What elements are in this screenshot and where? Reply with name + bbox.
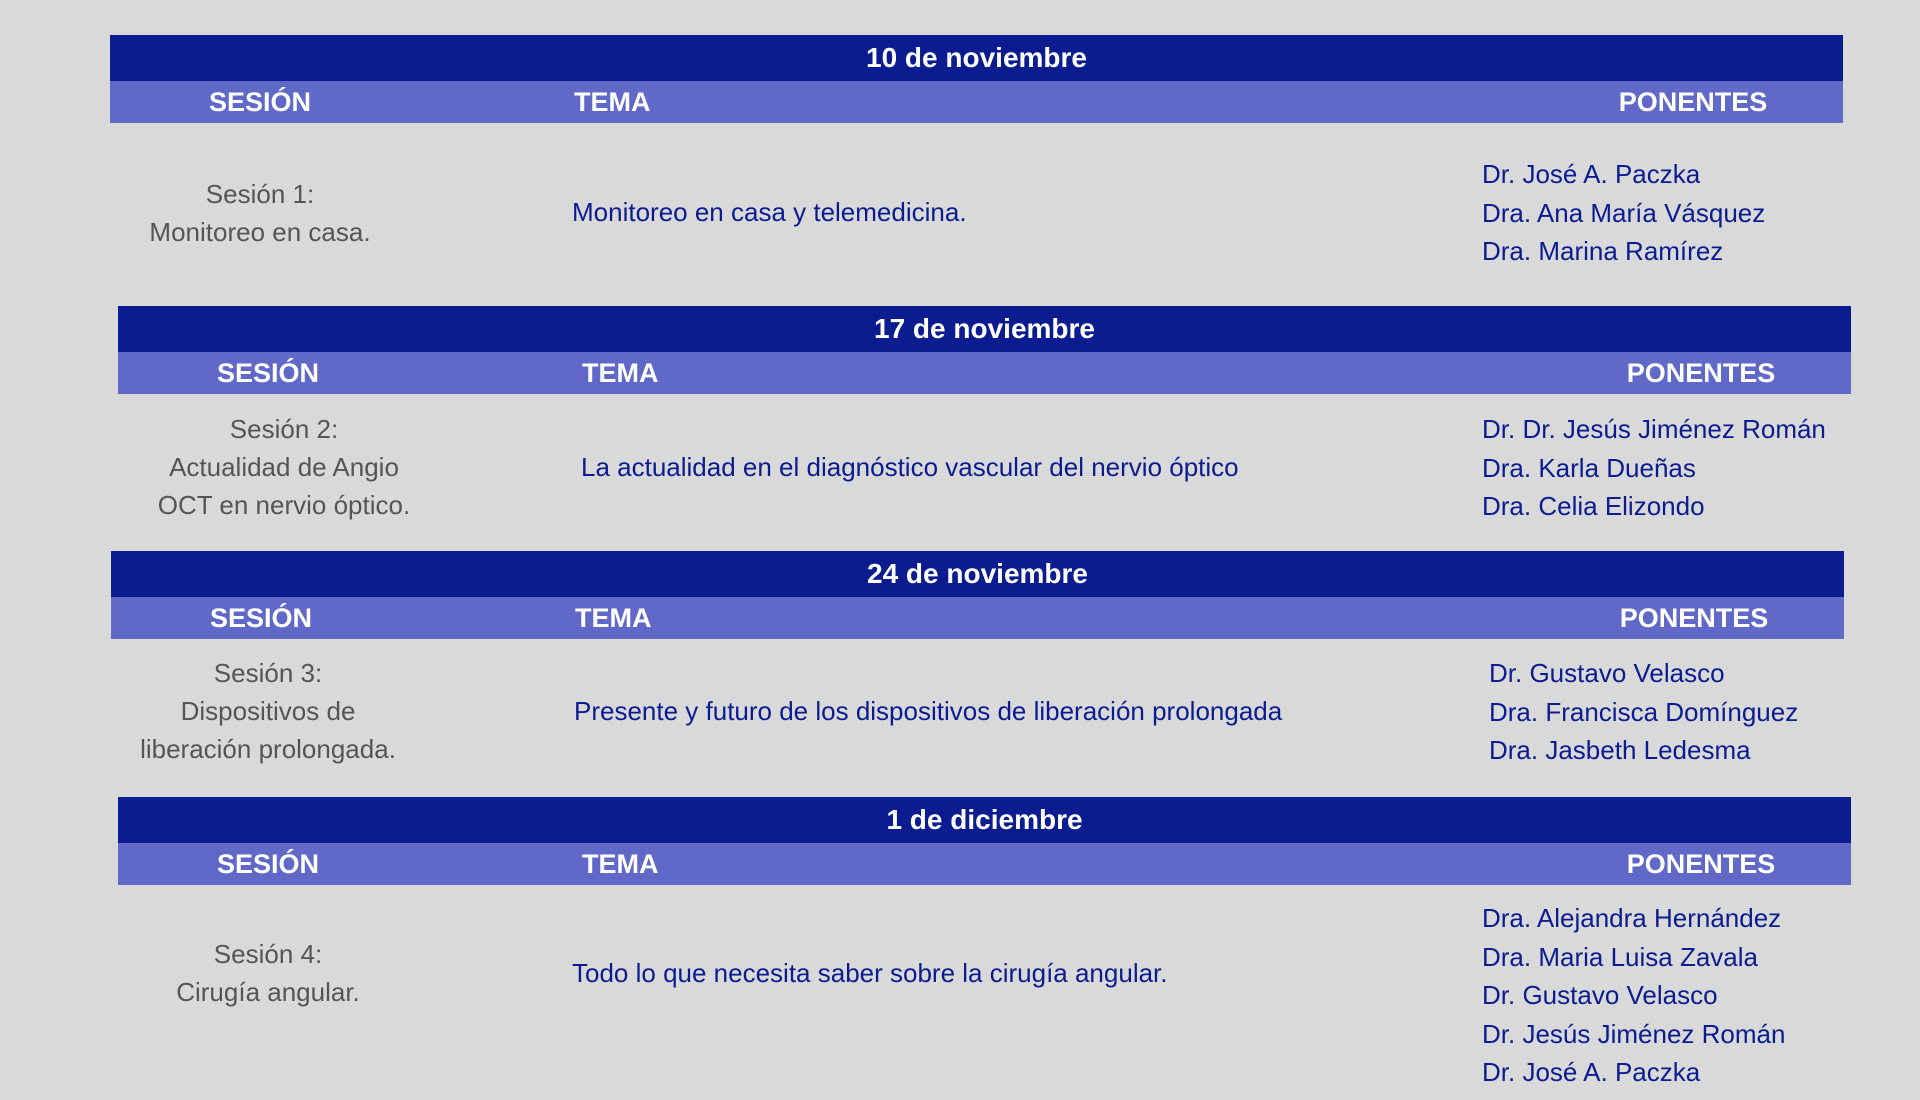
speaker-name: Dr. Gustavo Velasco (1489, 658, 1725, 688)
session-label-line: Sesión 4: (213, 939, 323, 969)
speaker-name: Dr. José A. Paczka (1482, 159, 1701, 189)
speaker-name: Dra. Ana María Vásquez (1482, 197, 1766, 228)
session-label (118, 410, 450, 524)
speaker-name: Dr. Jesús Jiménez Román (1482, 1018, 1786, 1049)
session-label-line: Sesión 3: (213, 658, 323, 688)
column-header-tema: TEMA (574, 87, 651, 117)
session-label-line: liberación prolongada. (140, 734, 396, 764)
column-header-sesion: SESIÓN (209, 603, 313, 633)
column-header-tema: TEMA (582, 358, 659, 388)
speaker-name: Dr. José A. Paczka (1482, 1057, 1701, 1087)
session-label-line: Sesión 1: (205, 179, 315, 209)
session-label-line: Dispositivos de (180, 696, 356, 726)
speaker-name: Dra. Celia Elizondo (1482, 491, 1705, 521)
column-header-bar (118, 352, 1851, 394)
column-header-bar (110, 81, 1843, 123)
session-label-line: Cirugía angular. (176, 977, 360, 1007)
session-label (111, 654, 425, 768)
speaker-list (1489, 654, 1798, 770)
session-block-4 (118, 797, 1851, 1097)
speaker-name: Dra. Maria Luisa Zavala (1482, 941, 1758, 972)
session-block-3 (111, 551, 1844, 781)
column-header-sesion: SESIÓN (216, 358, 320, 388)
speaker-list (1482, 155, 1765, 271)
session-block-1 (110, 35, 1843, 265)
speaker-name: Dr. Dr. Jesús Jiménez Román (1482, 414, 1826, 444)
session-block-2 (118, 306, 1851, 536)
column-header-bar (111, 597, 1844, 639)
column-header-ponentes: PONENTES (1618, 87, 1768, 117)
session-topic: Todo lo que necesita saber sobre la cirugía angular. (572, 958, 1168, 988)
column-header-ponentes: PONENTES (1626, 849, 1776, 879)
session-label-line: Sesión 2: (229, 414, 339, 444)
date-header: 10 de noviembre (110, 35, 1843, 81)
column-header-bar (118, 843, 1851, 885)
speaker-name: Dra. Francisca Domínguez (1489, 696, 1799, 727)
speaker-name: Dra. Karla Dueñas (1482, 452, 1696, 483)
speaker-list (1482, 899, 1785, 1092)
speaker-list (1482, 410, 1826, 526)
column-header-sesion: SESIÓN (208, 87, 312, 117)
column-header-tema: TEMA (575, 603, 652, 633)
session-label (118, 935, 418, 1011)
speaker-name: Dra. Marina Ramírez (1482, 236, 1724, 266)
session-topic: Presente y futuro de los dispositivos de liberación prolongada (574, 696, 1283, 726)
session-label-line: Monitoreo en casa. (149, 217, 371, 247)
column-header-ponentes: PONENTES (1626, 358, 1776, 388)
speaker-name: Dra. Jasbeth Ledesma (1489, 735, 1751, 765)
session-label-line: OCT en nervio óptico. (157, 490, 411, 520)
date-header: 1 de diciembre (118, 797, 1851, 843)
session-topic: La actualidad en el diagnóstico vascular del nervio óptico (581, 452, 1239, 482)
date-header: 17 de noviembre (118, 306, 1851, 352)
date-header: 24 de noviembre (111, 551, 1844, 597)
speaker-name: Dra. Alejandra Hernández (1482, 903, 1782, 933)
session-label-line: Actualidad de Angio (169, 452, 399, 482)
speaker-name: Dr. Gustavo Velasco (1482, 980, 1718, 1010)
session-topic: Monitoreo en casa y telemedicina. (572, 197, 967, 227)
column-header-ponentes: PONENTES (1619, 603, 1769, 633)
column-header-sesion: SESIÓN (216, 849, 320, 879)
session-label (110, 175, 410, 251)
column-header-tema: TEMA (582, 849, 659, 879)
